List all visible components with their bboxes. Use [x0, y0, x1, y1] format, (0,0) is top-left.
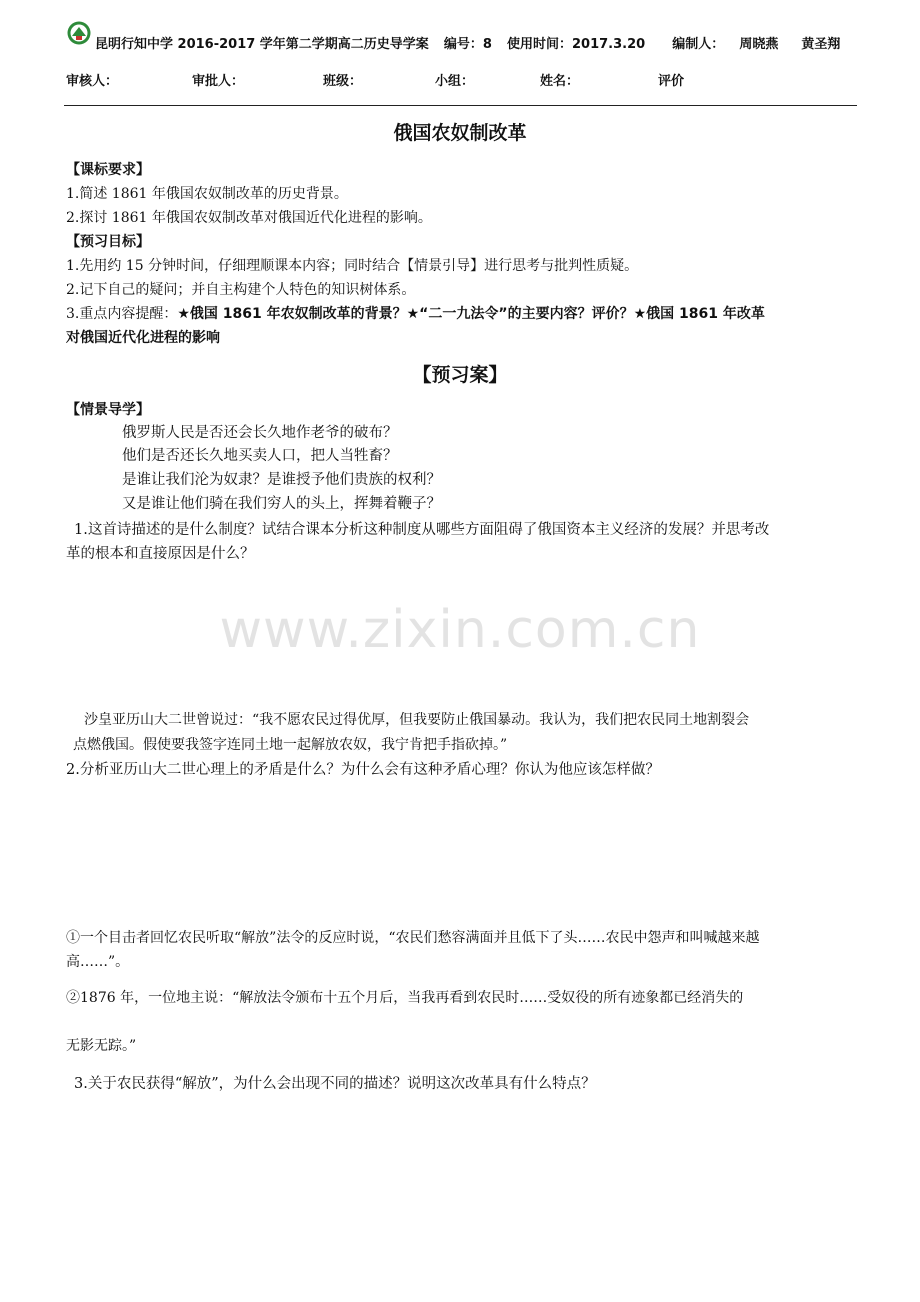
poem-line-2: 他们是否还长久地买卖人口，把人当牲畜？: [122, 448, 398, 464]
editor-name-2: 黄圣翔: [801, 37, 841, 52]
approver-field: 审批人：: [192, 74, 245, 89]
material-1-line-1: ①一个目击者回忆农民听取“解放”法令的反应时说，“农民们愁容满面并且低下了头……农民中怨声和叫喊越来越: [66, 930, 760, 946]
goals-item-3-prefix: 3.重点内容提醒：: [66, 306, 178, 322]
school-logo-icon: [67, 21, 91, 45]
material-2-line-2: 无影无踪。”: [66, 1038, 137, 1054]
use-time: 使用时间：2017.3.20: [506, 37, 646, 52]
doc-number: 编号：8: [443, 37, 492, 52]
editor-name-1: 周晓燕: [739, 37, 779, 52]
goals-item-3-key-points: ★俄国 1861 年农奴制改革的背景？★“二一九法令”的主要内容？评价？★俄国 1861 年改革: [177, 306, 765, 322]
scenario-heading: 【情景导学】: [66, 402, 150, 418]
watermark-text: www.zixin.com.cn: [219, 600, 701, 660]
question-2: 2.分析亚历山大二世心理上的矛盾是什么？为什么会有这种矛盾心理？你认为他应该怎样做？: [66, 762, 660, 778]
reviewer-field: 审核人：: [66, 74, 119, 89]
header-info-line: [95, 33, 840, 52]
class-field: 班级：: [323, 74, 363, 89]
poem-line-1: 俄罗斯人民是否还会长久地作老爷的破布？: [122, 425, 398, 441]
evaluation-field: 评价: [658, 74, 685, 89]
standards-heading: 【课标要求】: [66, 162, 150, 178]
material-2-line-1: ②1876 年，一位地主说：“解放法令颁布十五个月后，当我再看到农民时……受奴役的所有迹象都已经消失的: [66, 990, 744, 1006]
goals-item-2: 2.记下自己的疑问；并自主构建个人特色的知识树体系。: [66, 282, 416, 298]
goals-item-3: [66, 303, 765, 323]
goals-item-3-continued: 对俄国近代化进程的影响: [66, 330, 220, 346]
tsar-quote-line-2: 点燃俄国。假使要我签字连同土地一起解放农奴，我宁肯把手指砍掉。”: [73, 737, 508, 753]
header-divider: [64, 105, 857, 106]
poem-line-4: 又是谁让他们骑在我们穷人的头上，挥舞着鞭子？: [122, 496, 441, 512]
question-3: 3.关于农民获得“解放”，为什么会出现不同的描述？说明这次改革具有什么特点？: [74, 1076, 596, 1092]
poem-line-3: 是谁让我们沦为奴隶？是谁授予他们贵族的权利？: [122, 472, 441, 488]
material-1-line-2: 高……”。: [66, 954, 130, 970]
tsar-quote-line-1: 沙皇亚历山大二世曾说过：“我不愿农民过得优厚，但我要防止俄国暴动。我认为，我们把农民同土地割裂会: [84, 712, 750, 728]
goals-item-1: 1.先用约 15 分钟时间，仔细理顺课本内容；同时结合【情景引导】进行思考与批判性质疑。: [66, 258, 639, 274]
group-field: 小组：: [435, 74, 475, 89]
page-title: 俄国农奴制改革: [393, 122, 527, 144]
question-1-line-2: 革的根本和直接原因是什么？: [66, 546, 255, 562]
name-field: 姓名：: [540, 74, 580, 89]
editor-label: 编制人：: [672, 37, 725, 52]
standards-item-1: 1.简述 1861 年俄国农奴制改革的历史背景。: [66, 186, 348, 202]
goals-heading: 【预习目标】: [66, 234, 150, 250]
preview-section-title: 【预习案】: [412, 364, 508, 386]
school-semester-text: 昆明行知中学 2016-2017 学年第二学期高二历史导学案: [95, 37, 429, 52]
standards-item-2: 2.探讨 1861 年俄国农奴制改革对俄国近代化进程的影响。: [66, 210, 432, 226]
question-1-line-1: 1.这首诗描述的是什么制度？试结合课本分析这种制度从哪些方面阻碍了俄国资本主义经济的发展？并思考改: [74, 522, 770, 538]
